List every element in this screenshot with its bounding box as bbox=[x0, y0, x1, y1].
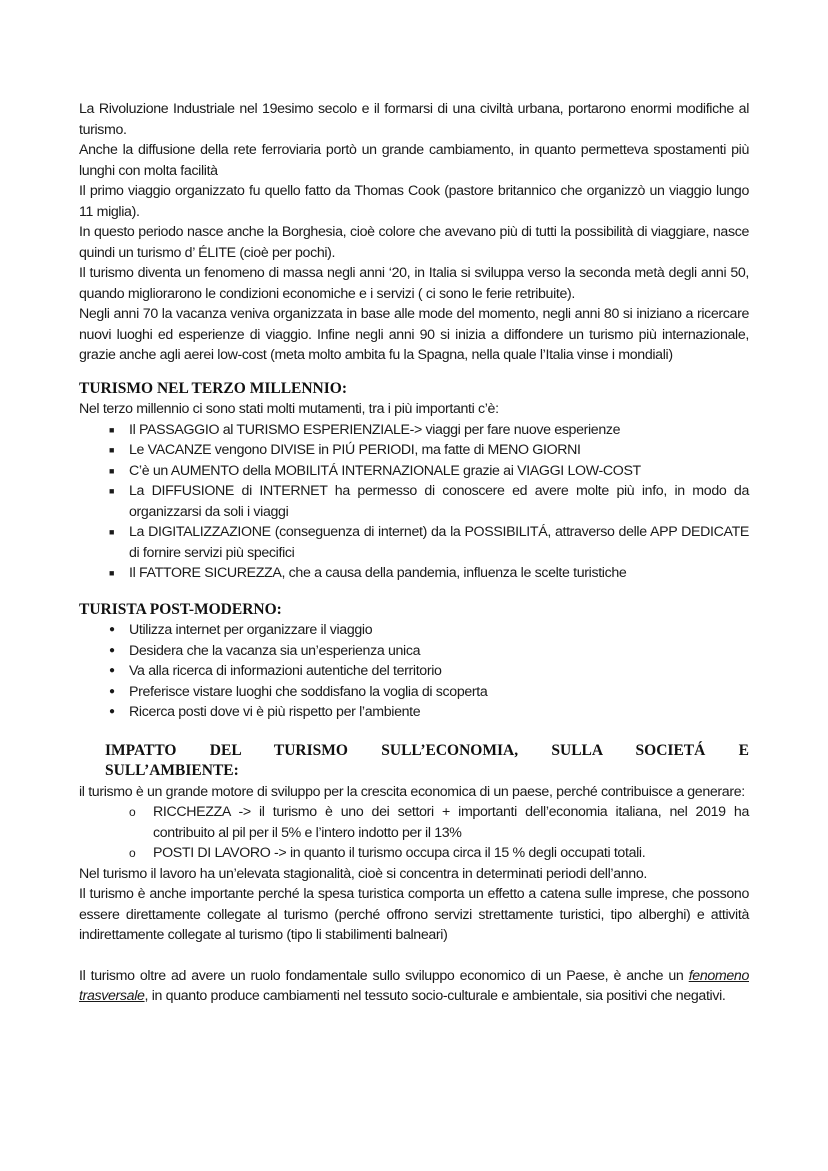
square-bullet-icon: ■ bbox=[109, 527, 115, 537]
section-heading-turista-post-moderno: TURISTA POST-MODERNO: bbox=[79, 600, 282, 618]
paragraph: In questo periodo nasce anche la Borghesia, cioè colore che avevano più di tutti la possibilità di viaggiare, nasce quindi un turismo d’ ÉLITE (cioè per pochi). bbox=[79, 224, 749, 261]
bullet-list-impatto bbox=[79, 802, 749, 864]
list-item: o RICCHEZZA -> il turismo è uno dei settori + importanti dell’economia italiana, nel 2019 ha contribuito al pil per il 5% e l’intero indotto per il 13% bbox=[129, 804, 749, 841]
round-bullet-icon: ● bbox=[109, 624, 115, 635]
list-item: ■ La DIGITALIZZAZIONE (conseguenza di internet) da la POSSIBILITÁ, attraverso delle APP DEDICATE di fornire servizi più specifici bbox=[109, 524, 749, 561]
section-heading-impatto: IMPATTO DEL TURISMO SULL’ECONOMIA, SULLA SOCIETÁ E SULL’AMBIENTE: bbox=[105, 741, 749, 779]
paragraph-final: Il turismo oltre ad avere un ruolo fondamentale sullo sviluppo economico di un Paese, è anche un fenomeno trasversale, in quanto produce cambiamenti nel tessuto socio-culturale e ambientale, sia positivi che negativi. bbox=[79, 967, 749, 1004]
square-bullet-icon: ■ bbox=[109, 445, 115, 455]
paragraph: Negli anni 70 la vacanza veniva organizzata in base alle mode del momento, negli anni 80 si iniziano a ricercare nuovi luoghi ed esperienze di viaggio. Infine negli anni 90 si inizia a diffondere un turismo più internazionale, grazie anche agli aerei low-cost (meta molto ambita fu la Spagna, nella quale l’Italia vinse i mondiali) bbox=[79, 306, 749, 363]
paragraph: Il primo viaggio organizzato fu quello fatto da Thomas Cook (pastore britannico che organizzò un viaggio lungo 11 miglia). bbox=[79, 183, 749, 220]
list-item: ● Ricerca posti dove vi è più rispetto per l’ambiente bbox=[79, 702, 749, 723]
round-bullet-icon: ● bbox=[109, 665, 115, 676]
list-item: ● Preferisce vistare luoghi che soddisfano la voglia di scoperta bbox=[79, 682, 749, 703]
square-bullet-icon: ■ bbox=[109, 568, 115, 578]
circle-bullet-icon: o bbox=[129, 805, 136, 819]
emphasis-text: fenomeno trasversale bbox=[79, 967, 749, 1004]
circle-bullet-icon: o bbox=[129, 846, 136, 860]
paragraph: Anche la diffusione della rete ferroviaria portò un grande cambiamento, in quanto permetteva spostamenti più lunghi con molta facilità bbox=[79, 142, 749, 179]
round-bullet-icon: ● bbox=[109, 706, 115, 717]
list-item: ● Va alla ricerca di informazioni autentiche del territorio bbox=[79, 661, 749, 682]
paragraph: Il turismo è anche importante perché la spesa turistica comporta un effetto a catena sulle imprese, che possono essere direttamente collegate al turismo (perché offrono servizi strettamente turistici, tipo alberghi) e attività indirettamente collegate al turismo (tipo li stabilimenti balneari) bbox=[79, 886, 749, 943]
section-intro: il turismo è un grande motore di sviluppo per la crescita economica di un paese, perché contribuisce a generare: bbox=[79, 783, 745, 800]
bullet-list-turista bbox=[79, 620, 749, 723]
square-bullet-icon: ■ bbox=[109, 486, 115, 496]
list-item: ■ Il PASSAGGIO al TURISMO ESPERIENZIALE-> viaggi per fare nuove esperienze bbox=[79, 420, 749, 441]
paragraph: Nel turismo il lavoro ha un’elevata stagionalità, cioè si concentra in determinati periodi dell’anno. bbox=[79, 865, 647, 882]
list-item: ■ Le VACANZE vengono DIVISE in PIÚ PERIODI, ma fatte di MENO GIORNI bbox=[79, 440, 749, 461]
list-item: ● Desidera che la vacanza sia un’esperienza unica bbox=[79, 641, 749, 662]
round-bullet-icon: ● bbox=[109, 685, 115, 697]
list-item: o POSTI DI LAVORO -> in quanto il turismo occupa circa il 15 % degli occupati totali. bbox=[79, 843, 749, 864]
section-heading-terzo-millennio: TURISMO NEL TERZO MILLENNIO: bbox=[79, 379, 348, 397]
list-item: ● Utilizza internet per organizzare il viaggio bbox=[79, 620, 749, 641]
list-item: ■ C’è un AUMENTO della MOBILITÁ INTERNAZIONALE grazie ai VIAGGI LOW-COST bbox=[79, 461, 749, 482]
list-item: ■ Il FATTORE SICUREZZA, che a causa della pandemia, influenza le scelte turistiche bbox=[79, 563, 749, 584]
square-bullet-icon: ■ bbox=[109, 465, 115, 476]
paragraph: Il turismo diventa un fenomeno di massa negli anni ‘20, in Italia si sviluppa verso la seconda metà degli anni 50, quando migliorarono le condizioni economiche e i servizi ( ci sono le ferie retribuite). bbox=[79, 265, 749, 302]
list-item: ■ La DIFFUSIONE di INTERNET ha permesso di conoscere ed avere molte più info, in modo da organizzarsi da soli i viaggi bbox=[109, 483, 749, 520]
document-page bbox=[79, 99, 749, 1007]
section-intro: Nel terzo millennio ci sono stati molti mutamenti, tra i più importanti c’è: bbox=[79, 401, 499, 417]
round-bullet-icon: ● bbox=[109, 644, 115, 656]
square-bullet-icon: ■ bbox=[109, 424, 115, 435]
paragraph: La Rivoluzione Industriale nel 19esimo secolo e il formarsi di una civiltà urbana, portarono enormi modifiche al turismo. bbox=[79, 101, 749, 138]
bullet-list-terzo-millennio bbox=[79, 420, 749, 584]
